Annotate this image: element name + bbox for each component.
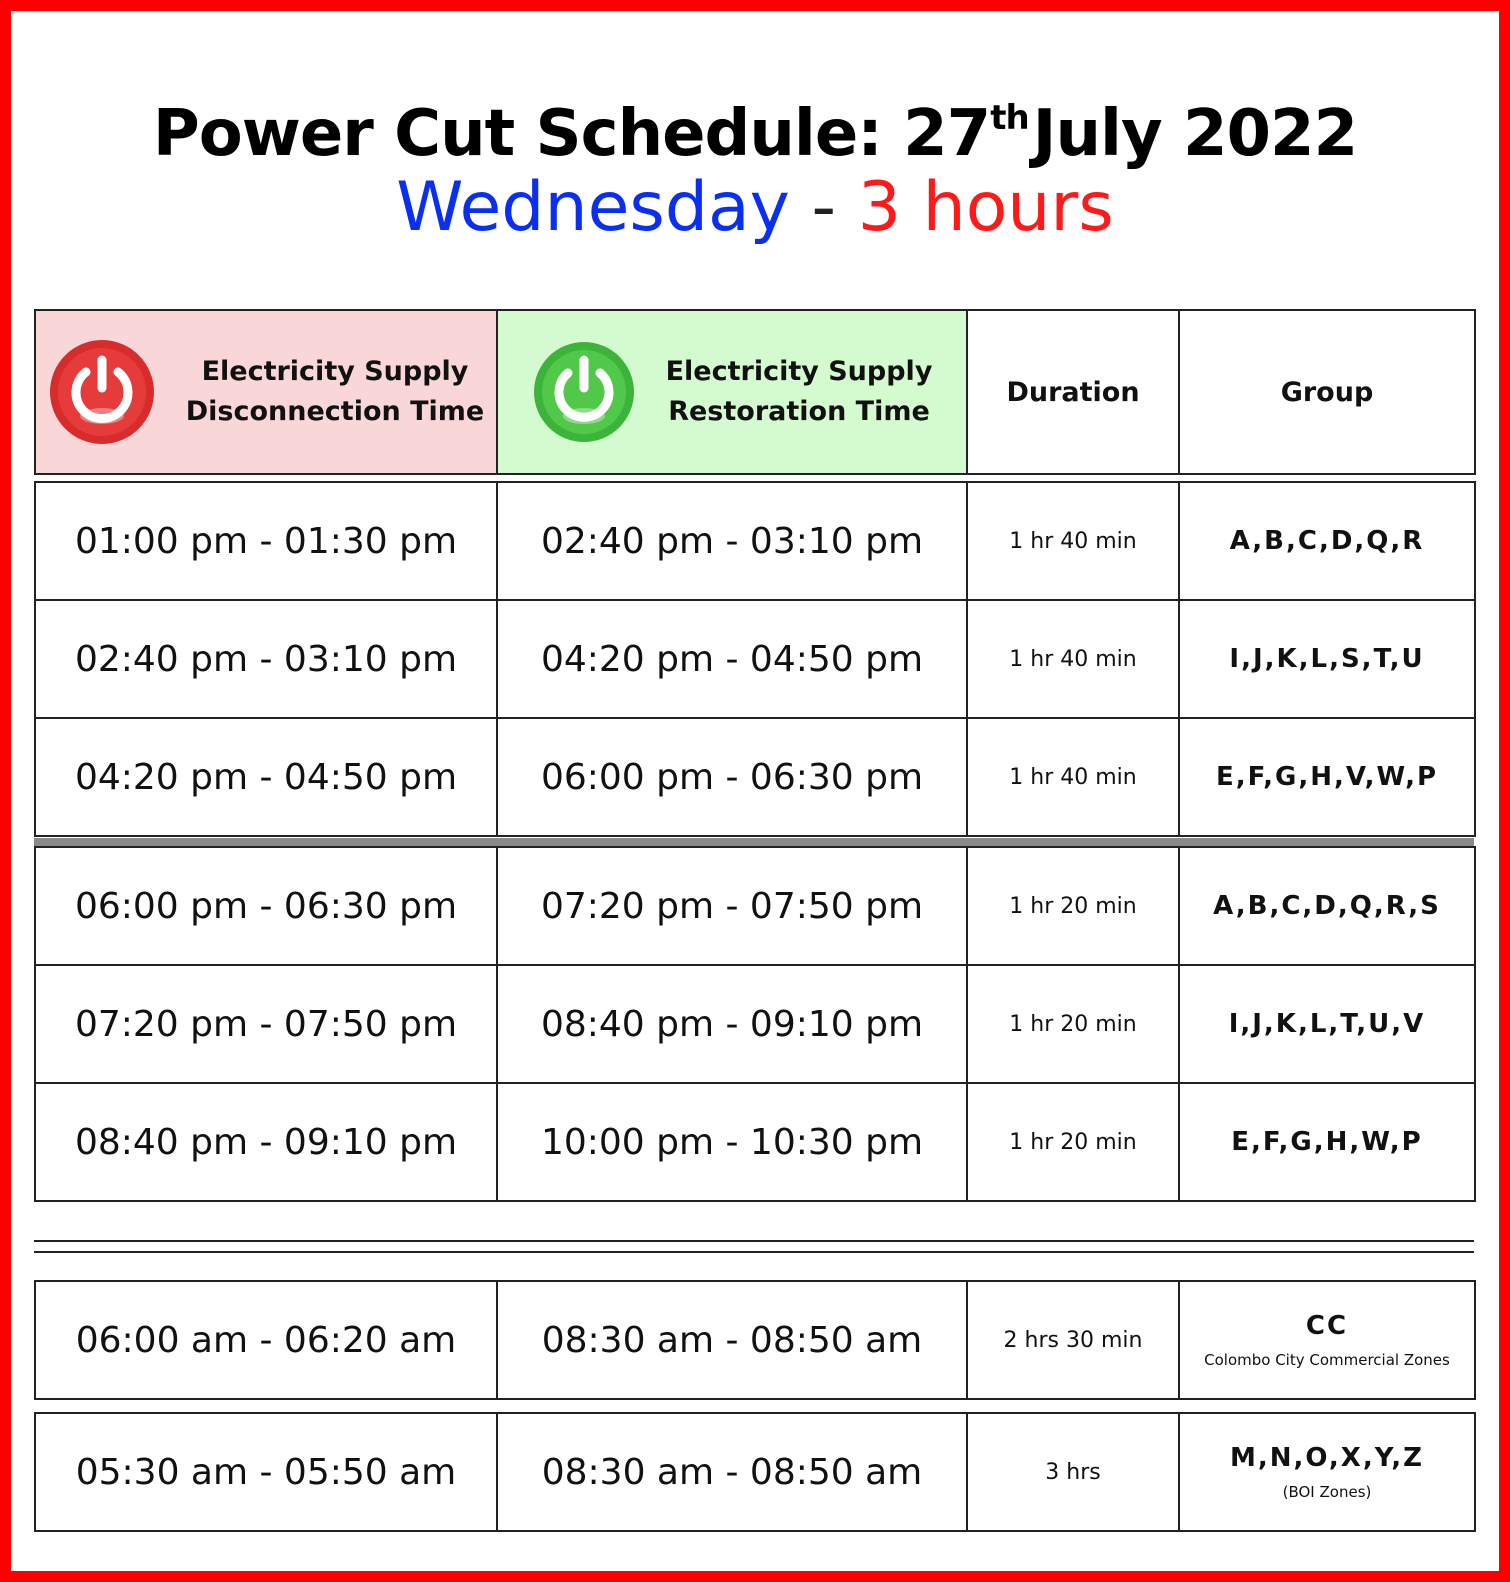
day-label: Wednesday [396, 168, 790, 247]
duration-cell: 1 hr 40 min [967, 482, 1179, 600]
restoration-time: 04:20 pm - 04:50 pm [497, 600, 967, 718]
table-row [35, 482, 1475, 600]
group-code: CC [1305, 1311, 1349, 1341]
group-cell: A,B,C,D,Q,R [1179, 482, 1475, 600]
table-row [35, 965, 1475, 1083]
group-cell: E,F,G,H,V,W,P [1179, 718, 1475, 836]
disconnection-time: 01:00 pm - 01:30 pm [35, 482, 497, 600]
restoration-header-line1: Electricity Supply [665, 356, 933, 387]
group-note: (BOI Zones) [1282, 1483, 1372, 1501]
duration-cell: 1 hr 20 min [967, 965, 1179, 1083]
duration-header: Duration [967, 310, 1179, 474]
restoration-time: 08:40 pm - 09:10 pm [497, 965, 967, 1083]
page-subtitle [0, 168, 1510, 248]
table-row [35, 1083, 1475, 1201]
schedule-block-3-row-2 [34, 1412, 1476, 1532]
group-cell: I,J,K,L,S,T,U [1179, 600, 1475, 718]
section-divider-bottom [34, 1251, 1474, 1253]
group-header: Group [1179, 310, 1475, 474]
restoration-time: 08:30 am - 08:50 am [497, 1413, 967, 1531]
schedule-block-3-row-1 [34, 1280, 1476, 1400]
restoration-time: 07:20 pm - 07:50 pm [497, 847, 967, 965]
restoration-time: 06:00 pm - 06:30 pm [497, 718, 967, 836]
header-row [35, 310, 1475, 474]
table-row [35, 1413, 1475, 1531]
restoration-time: 08:30 am - 08:50 am [497, 1281, 967, 1399]
title-ordinal: th [990, 98, 1029, 138]
table-row [35, 1281, 1475, 1399]
disconnection-header-line1: Electricity Supply [201, 356, 469, 387]
group-note: Colombo City Commercial Zones [1204, 1351, 1450, 1369]
group-cell: I,J,K,L,T,U,V [1179, 965, 1475, 1083]
group-cell [1179, 1413, 1475, 1531]
section-divider-top [34, 1240, 1474, 1242]
disconnection-time: 05:30 am - 05:50 am [35, 1413, 497, 1531]
group-cell [1179, 1281, 1475, 1399]
restoration-header [497, 310, 967, 474]
hours-label: 3 hours [857, 168, 1114, 247]
restoration-time: 02:40 pm - 03:10 pm [497, 482, 967, 600]
power-off-icon [48, 338, 156, 446]
group-code: M,N,O,X,Y,Z [1230, 1443, 1424, 1473]
disconnection-time: 02:40 pm - 03:10 pm [35, 600, 497, 718]
disconnection-time: 07:20 pm - 07:50 pm [35, 965, 497, 1083]
disconnection-header-line2: Disconnection Time [185, 396, 485, 427]
disconnection-header [35, 310, 497, 474]
schedule-block-2 [34, 846, 1476, 1202]
disconnection-time: 04:20 pm - 04:50 pm [35, 718, 497, 836]
duration-cell: 1 hr 20 min [967, 847, 1179, 965]
header-table [34, 309, 1476, 475]
group-cell: A,B,C,D,Q,R,S [1179, 847, 1475, 965]
disconnection-time: 08:40 pm - 09:10 pm [35, 1083, 497, 1201]
duration-cell: 2 hrs 30 min [967, 1281, 1179, 1399]
duration-cell: 1 hr 40 min [967, 600, 1179, 718]
duration-cell: 1 hr 20 min [967, 1083, 1179, 1201]
disconnection-time: 06:00 pm - 06:30 pm [35, 847, 497, 965]
block-divider [34, 838, 1474, 846]
disconnection-time: 06:00 am - 06:20 am [35, 1281, 497, 1399]
duration-cell: 1 hr 40 min [967, 718, 1179, 836]
group-cell: E,F,G,H,W,P [1179, 1083, 1475, 1201]
page-title [0, 80, 1510, 172]
title-main: Power Cut Schedule: 27 [152, 97, 991, 171]
table-row [35, 847, 1475, 965]
restoration-time: 10:00 pm - 10:30 pm [497, 1083, 967, 1201]
table-row [35, 600, 1475, 718]
power-on-icon [532, 340, 636, 444]
schedule-block-1 [34, 481, 1476, 837]
table-row [35, 718, 1475, 836]
subtitle-dash: - [811, 168, 837, 247]
duration-cell: 3 hrs [967, 1413, 1179, 1531]
title-tail: July 2022 [1032, 97, 1358, 171]
restoration-header-line2: Restoration Time [668, 396, 930, 427]
